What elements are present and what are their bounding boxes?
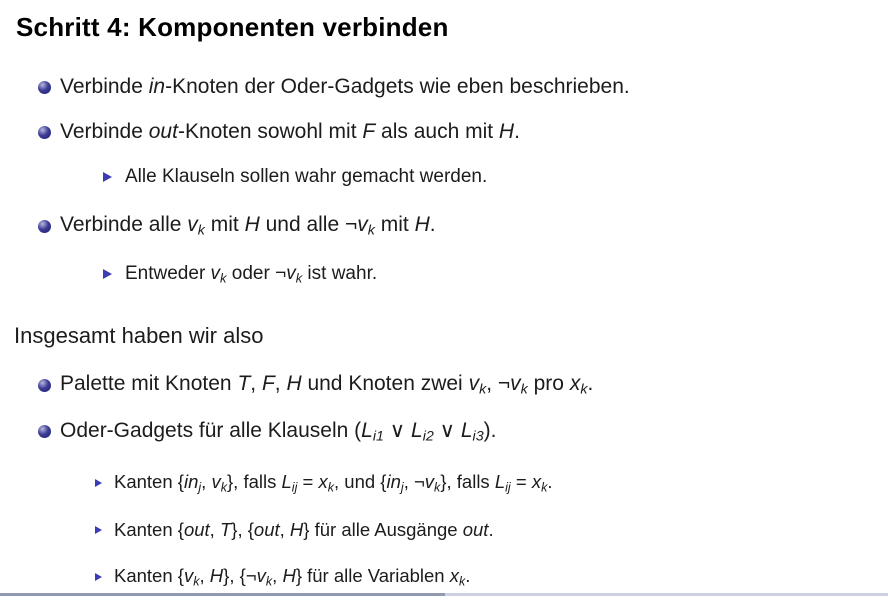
sub-item-text: Alle Klauseln sollen wahr gemacht werden. [125, 166, 488, 187]
bullet-item-text: Verbinde out-Knoten sowohl mit F als auch mit H. [60, 120, 520, 143]
bullet-ball-icon [38, 425, 51, 438]
sub-item-text: Kanten {vk, H}, {¬vk, H} für alle Variablen xk. [114, 565, 471, 589]
triangle-bullet-icon [103, 269, 112, 279]
bullet-item [38, 74, 630, 100]
slide-title: Schritt 4: Komponenten verbinden [16, 12, 449, 42]
bullet-item [38, 213, 436, 239]
bullet-ball-icon [38, 81, 51, 94]
bullet-item [38, 372, 593, 398]
bullet-item [38, 119, 520, 145]
sub-item-text: Kanten {inj, vk}, falls Lij = xk, und {inj, ¬vk}, falls Lij = xk. [114, 471, 553, 495]
bullet-ball-icon [38, 126, 51, 139]
triangle-bullet-icon [95, 573, 102, 581]
body-paragraph-text: Insgesamt haben wir also [14, 322, 264, 348]
sub-item [95, 565, 470, 589]
bullet-item-text: Oder-Gadgets für alle Klauseln (Li1 ∨ Li2 ∨ Li3). [60, 418, 497, 445]
bullet-item [38, 418, 496, 444]
bottom-rule-right-segment [445, 593, 888, 596]
sub-item-text: Kanten {out, T}, {out, H} für alle Ausgänge out. [114, 519, 494, 540]
bullet-item-text: Verbinde alle vk mit H und alle ¬vk mit H. [60, 213, 436, 239]
sub-item-text: Entweder vk oder ¬vk ist wahr. [125, 262, 378, 286]
bullet-ball-icon [38, 379, 51, 392]
sub-item [95, 518, 494, 542]
triangle-bullet-icon [95, 526, 102, 534]
sub-item [103, 262, 377, 286]
triangle-bullet-icon [103, 172, 112, 182]
body-paragraph [14, 322, 263, 349]
bottom-rule-left-segment [0, 593, 445, 596]
triangle-bullet-icon [95, 479, 102, 487]
bullet-item-text: Verbinde in-Knoten der Oder-Gadgets wie eben beschrieben. [60, 75, 630, 98]
bullet-ball-icon [38, 220, 51, 233]
bullet-item-text: Palette mit Knoten T, F, H und Knoten zwei vk, ¬vk pro xk. [60, 372, 594, 398]
sub-item [95, 471, 553, 495]
sub-item [103, 165, 487, 189]
bottom-rule [0, 593, 888, 596]
